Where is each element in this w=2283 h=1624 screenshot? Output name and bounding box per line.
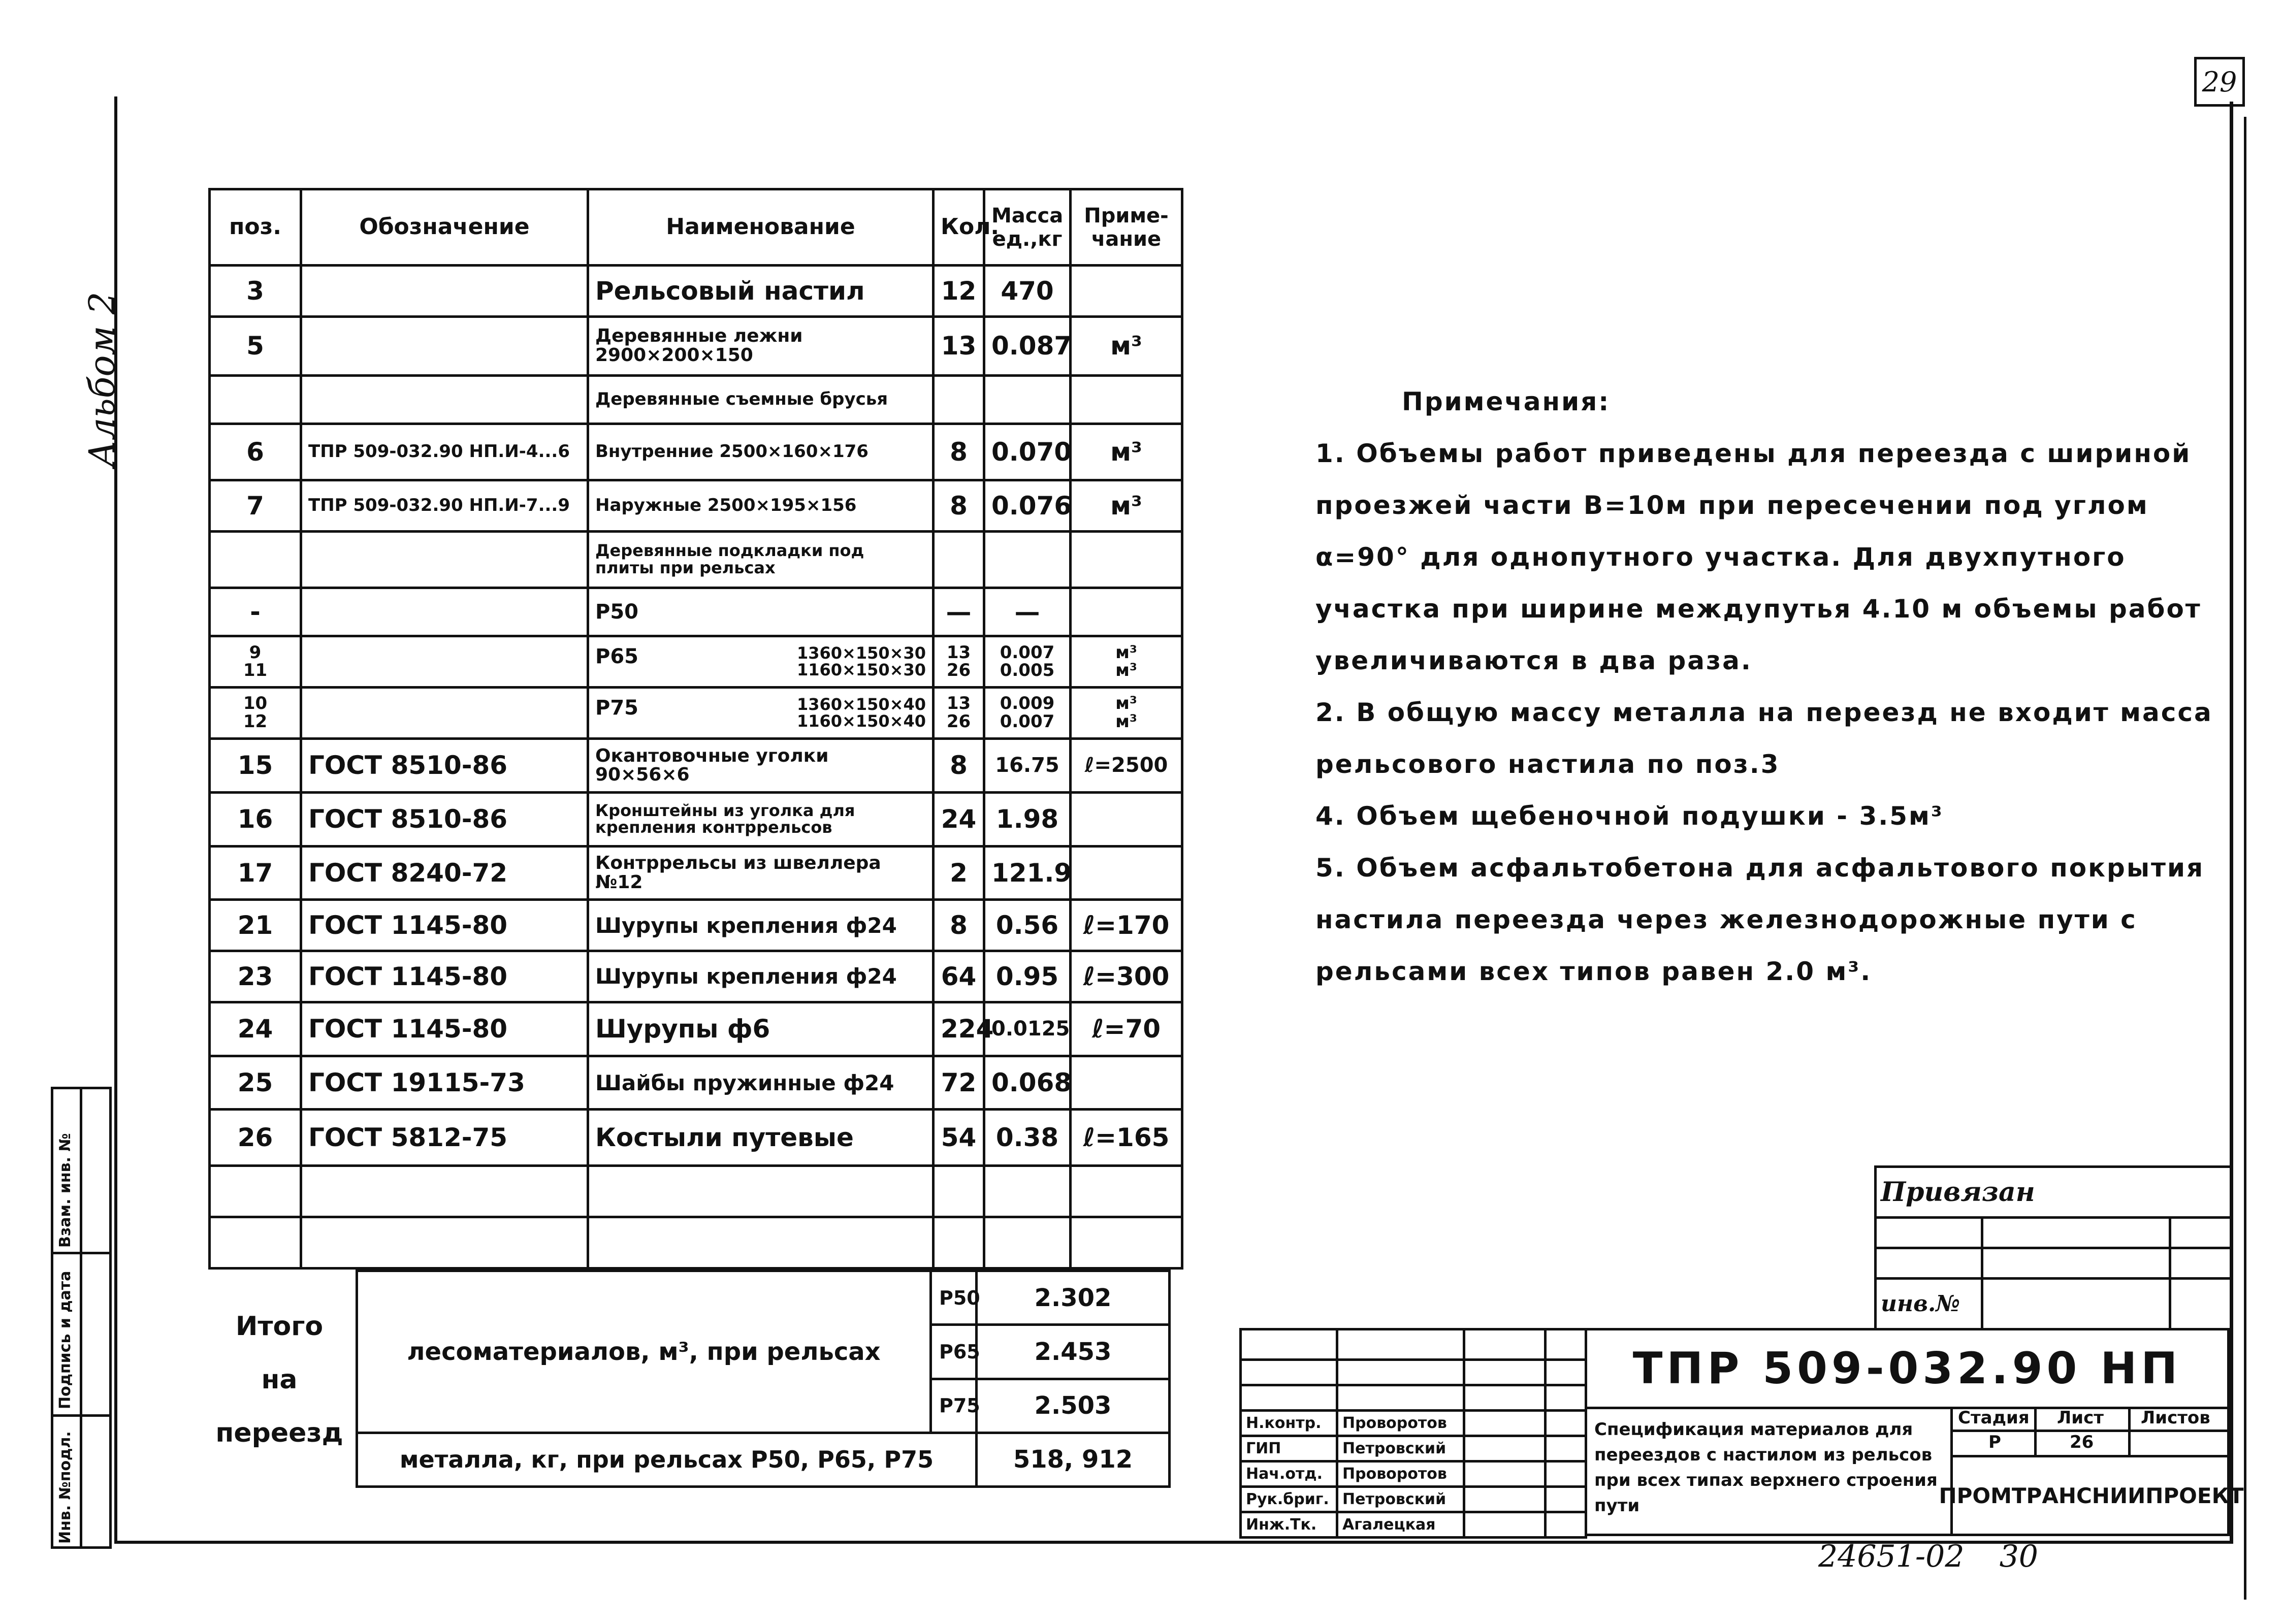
cell-name: Шурупы ф6 — [588, 1002, 934, 1056]
cell-name: Р75 — [595, 696, 638, 720]
cell-designation — [301, 316, 588, 375]
table-row — [210, 531, 1182, 588]
cell-mass: 0.087 — [984, 316, 1071, 375]
cell-mass: — — [984, 588, 1071, 636]
signer-cell — [1337, 1329, 1464, 1360]
cell-note — [1071, 375, 1182, 424]
signer-cell — [1337, 1360, 1464, 1385]
wood-rail: Р65 — [931, 1325, 977, 1379]
cell-designation: ГОСТ 19115-73 — [301, 1056, 588, 1110]
cell-name: Шурупы крепления ф24 — [588, 900, 934, 951]
cell-name — [588, 1166, 934, 1217]
table-row — [210, 951, 1182, 1002]
cell-designation: ГОСТ 8510-86 — [301, 792, 588, 846]
cell-designation: ГОСТ 1145-80 — [301, 951, 588, 1002]
note-item: 5. Объем асфальтобетона для асфальтового покрытия настила переезда через железнодорожные пути с рельсами всех типов равен 2.0 м³. — [1315, 853, 2205, 986]
left-strip-replace: Взам. инв. № — [56, 1133, 74, 1248]
signer-role: ГИП — [1241, 1436, 1337, 1461]
cell-dims: 1360×150×30 1160×150×30 — [796, 643, 926, 680]
frame-right-outer-line — [2244, 117, 2246, 1600]
sheet-value: 26 — [2070, 1432, 2094, 1452]
cell-mass: 0.007 0.005 — [984, 636, 1071, 688]
cell-qty: 64 — [934, 951, 984, 1002]
cell-designation: ГОСТ 1145-80 — [301, 900, 588, 951]
cell-note — [1071, 531, 1182, 588]
wood-label-cell — [357, 1271, 931, 1433]
cell-name: Костыли путевые — [588, 1110, 934, 1166]
cell-designation — [301, 531, 588, 588]
signers-table — [1239, 1328, 1587, 1539]
signer-date — [1546, 1461, 1586, 1487]
cell-mass: 0.56 — [984, 900, 1071, 951]
signer-name: Проворотов — [1337, 1411, 1464, 1436]
cell-designation: ТПР 509-032.90 НП.И-7...9 — [301, 480, 588, 532]
cell-qty — [934, 375, 984, 424]
organization-cell — [1939, 1455, 2244, 1536]
cell-note — [1071, 588, 1182, 636]
cell-name: Внутренние 2500×160×176 — [588, 424, 934, 480]
privyazan-cell — [2170, 1248, 2231, 1279]
signer-cell — [1546, 1385, 1586, 1411]
organization: ПРОМТРАНСНИИПРОЕКТ — [1939, 1483, 2244, 1508]
sheets-header: Листов — [2141, 1408, 2210, 1428]
cell-pos: 25 — [210, 1056, 301, 1110]
totals-table — [356, 1270, 1171, 1488]
header-note: Приме-чание — [1071, 189, 1182, 266]
left-strip-sign: Подпись и дата — [56, 1271, 74, 1409]
specification-table — [208, 188, 1183, 1270]
table-row — [210, 1056, 1182, 1110]
cell-designation — [301, 1217, 588, 1269]
notes-block — [1315, 376, 2230, 997]
cell-pos: 6 — [210, 424, 301, 480]
signer-cell — [1241, 1385, 1337, 1411]
cell-note: ℓ=165 — [1071, 1110, 1182, 1166]
note-item: 2. В общую массу металла на переезд не входит масса рельсового настила по поз.3 — [1315, 698, 2213, 779]
signer-role: Нач.отд. — [1241, 1461, 1337, 1487]
cell-mass: 0.070 — [984, 424, 1071, 480]
wood-rail: Р50 — [931, 1271, 977, 1325]
cell-designation: ГОСТ 8240-72 — [301, 846, 588, 900]
cell-name: Окантовочные уголки 90×56×6 — [588, 738, 934, 792]
privyazan-cell — [2170, 1279, 2231, 1329]
cell-note: ℓ=2500 — [1071, 738, 1182, 792]
cell-name: Шурупы крепления ф24 — [588, 951, 934, 1002]
signer-signature — [1464, 1487, 1546, 1512]
signer-cell — [1546, 1329, 1586, 1360]
cell-name-composite — [588, 636, 934, 688]
table-row — [210, 588, 1182, 636]
cell-mass: 0.95 — [984, 951, 1071, 1002]
cell-mass: 0.0125 — [984, 1002, 1071, 1056]
cell-pos: 3 — [210, 266, 301, 317]
cell-pos: 10 12 — [210, 688, 301, 739]
cell-mass: 0.068 — [984, 1056, 1071, 1110]
table-row — [210, 316, 1182, 375]
privyazan-cell — [1982, 1279, 2170, 1329]
cell-designation — [301, 266, 588, 317]
cell-name: Наружные 2500×195×156 — [588, 480, 934, 532]
description: Спецификация материалов для переездов с настилом из рельсов при всех типах верхнего строения пути — [1594, 1419, 1938, 1516]
cell-name: Кронштейны из уголка для крепления контррельсов — [588, 792, 934, 846]
signer-role: Н.контр. — [1241, 1411, 1337, 1436]
left-strip-inv: Инв. №подл. — [56, 1431, 74, 1544]
signer-cell — [1241, 1360, 1337, 1385]
cell-qty: — — [934, 588, 984, 636]
cell-qty: 72 — [934, 1056, 984, 1110]
cell-mass — [984, 531, 1071, 588]
signer-row — [1241, 1512, 1586, 1538]
cell-note — [1071, 1056, 1182, 1110]
cell-designation: ГОСТ 1145-80 — [301, 1002, 588, 1056]
cell-note — [1071, 266, 1182, 317]
description-cell — [1587, 1407, 1953, 1536]
cell-name: Деревянные подкладки под плиты при рельсах — [588, 531, 934, 588]
signer-date — [1546, 1487, 1586, 1512]
header-designation: Обозначение — [301, 189, 588, 266]
signer-date — [1546, 1411, 1586, 1436]
table-row — [210, 900, 1182, 951]
header-pos: поз. — [210, 189, 301, 266]
cell-qty — [934, 531, 984, 588]
note-item: 1. Объемы работ приведены для переезда с шириной проезжей части В=10м при пересечении под углом α=90° для однопутного участка. Для двухпутного участка при ширине междупутья 4.10 м объемы работ увеличиваются в два раза. — [1315, 439, 2202, 675]
cell-pos: 26 — [210, 1110, 301, 1166]
cell-qty: 24 — [934, 792, 984, 846]
header-name: Наименование — [588, 189, 934, 266]
table-row — [210, 266, 1182, 317]
cell-pos: 21 — [210, 900, 301, 951]
cell-note: ℓ=70 — [1071, 1002, 1182, 1056]
cell-mass: 0.38 — [984, 1110, 1071, 1166]
cell-designation — [301, 375, 588, 424]
cell-designation — [301, 588, 588, 636]
stage-grid — [1953, 1407, 2230, 1457]
header-qty: Кол. — [934, 189, 984, 266]
table-row — [210, 738, 1182, 792]
cell-name: Р65 — [595, 644, 638, 668]
cell-pos — [210, 375, 301, 424]
cell-mass — [984, 1166, 1071, 1217]
cell-note: м³ — [1071, 424, 1182, 480]
privyazan-cell — [1876, 1218, 1982, 1248]
totals-label-text: Итого на переезд — [215, 1311, 343, 1448]
cell-pos — [210, 1166, 301, 1217]
cell-note — [1071, 792, 1182, 846]
cell-pos: 15 — [210, 738, 301, 792]
totals-label — [213, 1300, 345, 1460]
table-row — [210, 792, 1182, 846]
table-row — [210, 1217, 1182, 1269]
cell-designation — [301, 1166, 588, 1217]
totals-row — [357, 1433, 1170, 1486]
wood-label: лесоматериалов, м³, при рельсах — [407, 1337, 881, 1366]
cell-designation: ГОСТ 5812-75 — [301, 1110, 588, 1166]
privyazan-cell — [1982, 1218, 2170, 1248]
signer-signature — [1464, 1461, 1546, 1487]
table-row — [210, 688, 1182, 739]
table-row — [210, 1002, 1182, 1056]
cell-designation — [301, 688, 588, 739]
cell-pos: 9 11 — [210, 636, 301, 688]
metal-label: металла, кг, при рельсах Р50, Р65, Р75 — [357, 1433, 977, 1486]
table-row — [210, 424, 1182, 480]
cell-qty: 13 26 — [934, 636, 984, 688]
table-row — [210, 375, 1182, 424]
cell-mass: 0.076 — [984, 480, 1071, 532]
cell-qty: 8 — [934, 900, 984, 951]
signer-row — [1241, 1411, 1586, 1436]
notes-title: Примечания: — [1402, 387, 1611, 416]
table-row — [210, 1110, 1182, 1166]
cell-name-composite — [588, 688, 934, 739]
left-stamp-strip — [51, 1087, 112, 1549]
cell-mass: 121.9 — [984, 846, 1071, 900]
cell-qty: 224 — [934, 1002, 984, 1056]
cell-name — [588, 1217, 934, 1269]
header-mass: Масса ед.,кг — [984, 189, 1071, 266]
signer-name: Проворотов — [1337, 1461, 1464, 1487]
cell-pos: 24 — [210, 1002, 301, 1056]
cell-name: Контррельсы из швеллера №12 — [588, 846, 934, 900]
privyazan-inv-text: инв.№ — [1881, 1291, 1960, 1317]
stage-value: Р — [1988, 1432, 2001, 1452]
spec-header-row — [210, 189, 1182, 266]
signer-row — [1241, 1461, 1586, 1487]
table-row — [210, 480, 1182, 532]
cell-qty: 13 — [934, 316, 984, 375]
cell-mass: 1.98 — [984, 792, 1071, 846]
privyazan-stamp — [1874, 1165, 2232, 1330]
doc-code-cell — [1587, 1330, 2227, 1409]
wood-rail: Р75 — [931, 1379, 977, 1433]
wood-value: 2.302 — [977, 1271, 1170, 1325]
cell-qty: 13 26 — [934, 688, 984, 739]
privyazan-cell — [1982, 1248, 2170, 1279]
cell-mass — [984, 375, 1071, 424]
cell-pos — [210, 1217, 301, 1269]
signer-cell — [1464, 1360, 1546, 1385]
doc-code: ТПР 509-032.90 НП — [1632, 1343, 2182, 1394]
cell-qty — [934, 1166, 984, 1217]
cell-qty — [934, 1217, 984, 1269]
cell-pos: 7 — [210, 480, 301, 532]
metal-value: 518, 912 — [977, 1433, 1170, 1486]
cell-pos: - — [210, 588, 301, 636]
cell-note: м³ м³ — [1071, 636, 1182, 688]
signer-cell — [1337, 1385, 1464, 1411]
wood-value: 2.503 — [977, 1379, 1170, 1433]
signer-signature — [1464, 1436, 1546, 1461]
cell-qty: 8 — [934, 738, 984, 792]
signer-row — [1241, 1436, 1586, 1461]
signer-signature — [1464, 1512, 1546, 1538]
stage-header: Стадия — [1958, 1408, 2030, 1428]
signer-name: Петровский — [1337, 1436, 1464, 1461]
cell-qty: 54 — [934, 1110, 984, 1166]
cell-note: м³ м³ — [1071, 688, 1182, 739]
privyazan-title — [1876, 1167, 2231, 1218]
table-row — [210, 1166, 1182, 1217]
signer-cell — [1464, 1385, 1546, 1411]
table-row — [210, 636, 1182, 688]
cell-note — [1071, 1217, 1182, 1269]
signer-cell — [1464, 1329, 1546, 1360]
cell-name: Деревянные съемные брусья — [588, 375, 934, 424]
cell-mass — [984, 1217, 1071, 1269]
cell-qty: 8 — [934, 424, 984, 480]
signer-role: Инж.Тк. — [1241, 1512, 1337, 1538]
signer-name: Петровский — [1337, 1487, 1464, 1512]
note-item: 4. Объем щебеночной подушки - 3.5м³ — [1315, 801, 1944, 831]
cell-note: ℓ=300 — [1071, 951, 1182, 1002]
sheet-number: 29 — [2202, 66, 2237, 98]
cell-note: м³ — [1071, 480, 1182, 532]
privyazan-cell — [2170, 1218, 2231, 1248]
privyazan-cell — [1876, 1248, 1982, 1279]
cell-note — [1071, 1166, 1182, 1217]
cell-mass: 16.75 — [984, 738, 1071, 792]
cell-note: м³ — [1071, 316, 1182, 375]
wood-value: 2.453 — [977, 1325, 1170, 1379]
cell-note: ℓ=170 — [1071, 900, 1182, 951]
cell-qty: 8 — [934, 480, 984, 532]
cell-name: Деревянные лежни 2900×200×150 — [588, 316, 934, 375]
cell-pos: 23 — [210, 951, 301, 1002]
signer-date — [1546, 1512, 1586, 1538]
signer-cell — [1546, 1360, 1586, 1385]
cell-pos: 5 — [210, 316, 301, 375]
cell-qty: 2 — [934, 846, 984, 900]
table-row — [210, 846, 1182, 900]
signer-signature — [1464, 1411, 1546, 1436]
cell-name: Шайбы пружинные ф24 — [588, 1056, 934, 1110]
signer-name: Агалецкая — [1337, 1512, 1464, 1538]
cell-designation: ГОСТ 8510-86 — [301, 738, 588, 792]
cell-note — [1071, 846, 1182, 900]
sheet-header: Лист — [2057, 1408, 2104, 1428]
signer-row — [1241, 1487, 1586, 1512]
cell-pos: 16 — [210, 792, 301, 846]
album-label: Альбом 2 — [81, 291, 123, 467]
privyazan-title-text: Привязан — [1881, 1177, 2035, 1208]
sheet-number-box — [2194, 57, 2245, 107]
cell-designation — [301, 636, 588, 688]
cell-mass: 470 — [984, 266, 1071, 317]
signer-date — [1546, 1436, 1586, 1461]
title-block-main — [1585, 1328, 2244, 1536]
cell-pos — [210, 531, 301, 588]
bottom-code — [1818, 1539, 2038, 1574]
cell-designation: ТПР 509-032.90 НП.И-4...6 — [301, 424, 588, 480]
cell-qty: 12 — [934, 266, 984, 317]
totals-row — [357, 1271, 1170, 1325]
privyazan-inv — [1876, 1279, 1982, 1329]
cell-name: Р50 — [588, 588, 934, 636]
cell-pos: 17 — [210, 846, 301, 900]
cell-dims: 1360×150×40 1160×150×40 — [796, 694, 926, 731]
cell-mass: 0.009 0.007 — [984, 688, 1071, 739]
bottom-code-text: 24651-02 — [1818, 1539, 1965, 1574]
cell-name: Рельсовый настил — [588, 266, 934, 317]
signer-role: Рук.бриг. — [1241, 1487, 1337, 1512]
bottom-page-text: 30 — [1999, 1539, 2038, 1574]
signer-cell — [1241, 1329, 1337, 1360]
